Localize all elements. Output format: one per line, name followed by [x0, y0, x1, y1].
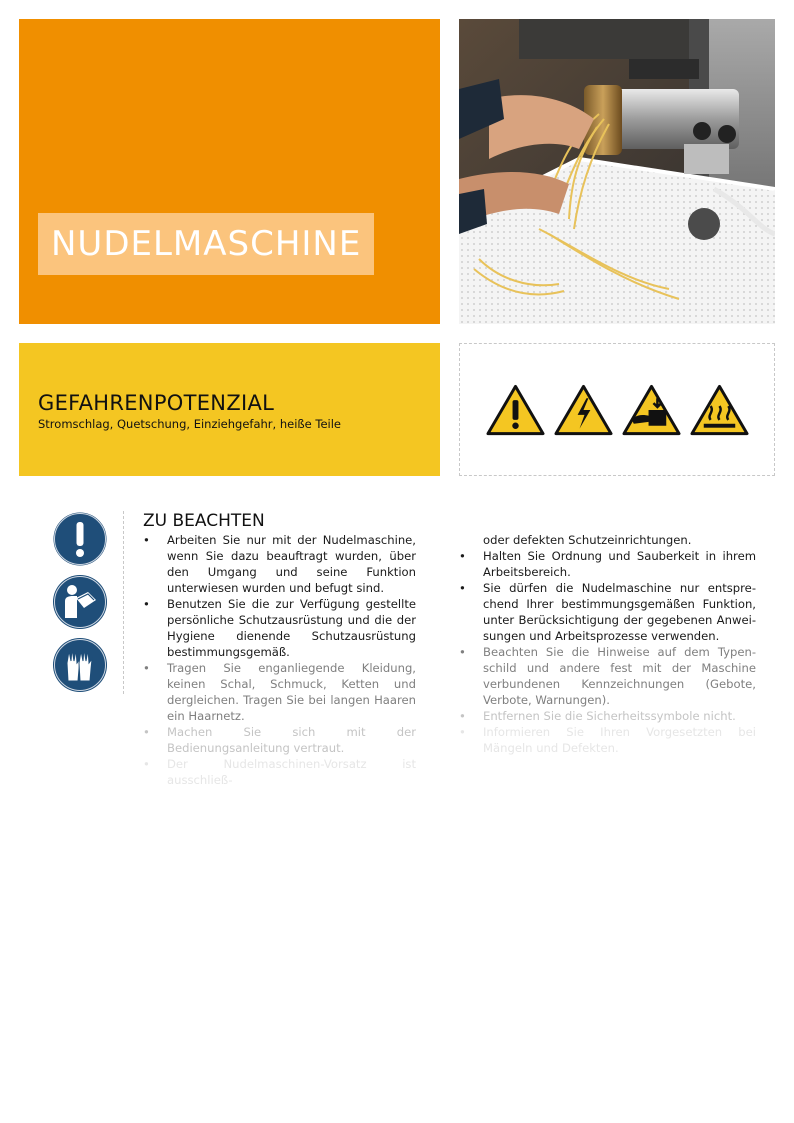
list-item: • Benutzen Sie die zur Verfügung gestellte persönliche Schutzausrüstung und die der Hygiene dienende Schutzausrüstung bestimmungsgemäß.	[143, 596, 416, 660]
notes-column-2	[459, 532, 756, 756]
vertical-divider	[123, 511, 124, 694]
hand-crush-hazard-icon	[622, 384, 681, 436]
list-item: • Arbeiten Sie nur mit der Nudelmaschine, wenn Sie dazu beauftragt wurden, über den Umgang und seine Funktion unterwiesen wurden und befugt sind.	[143, 532, 416, 596]
list-item: • Der Nudelmaschinen-Vorsatz ist ausschließ-	[143, 756, 416, 788]
list-item: • Machen Sie sich mit der Bedienungsanleitung vertraut.	[143, 724, 416, 756]
notes-title: ZU BEACHTEN	[143, 511, 265, 531]
list-item: • Sie dürfen die Nudelmaschine nur entsprechend Ihrer bestimmungsgemäßen Funktion, unter Berücksichtigung der gegebenen Anweisungen und Arbeitsprozesse verwenden.	[459, 580, 756, 644]
mandatory-general-icon	[52, 511, 108, 567]
electrical-hazard-icon	[554, 384, 613, 436]
read-manual-icon	[52, 574, 108, 630]
page-title: NUDELMASCHINE	[38, 213, 374, 275]
wear-gloves-icon	[52, 637, 108, 693]
warning-signs-panel	[459, 343, 775, 476]
hot-surface-icon	[690, 384, 749, 436]
list-item: • Beachten Sie die Hinweise auf dem Typenschild und andere fest mit der Maschine verbundenen Kennzeichnungen (Gebote, Verbote, Warnungen).	[459, 644, 756, 708]
list-item: • Informieren Sie Ihren Vorgesetzten bei Mängeln und Defekten.	[459, 724, 756, 756]
hazard-subtitle: Stromschlag, Quetschung, Einziehgefahr, heiße Teile	[38, 417, 341, 431]
list-item: • Tragen Sie enganliegende Kleidung, keinen Schal, Schmuck, Ketten und dergleichen. Tragen Sie bei langen Haaren ein Haarnetz.	[143, 660, 416, 724]
mandatory-icons	[52, 511, 110, 700]
hazard-title: GEFAHRENPOTENZIAL	[38, 391, 275, 415]
list-item: • Halten Sie Ordnung und Sauberkeit in ihrem Arbeitsbereich.	[459, 548, 756, 580]
pasta-machine-photo	[459, 19, 775, 324]
title-panel	[19, 19, 440, 324]
list-item: • Entfernen Sie die Sicherheitssymbole nicht.	[459, 708, 756, 724]
warning-general-icon	[486, 384, 545, 436]
hazard-panel	[19, 343, 440, 476]
notes-column-1	[143, 532, 416, 788]
list-item-continuation: oder defekten Schutzeinrichtungen.	[483, 533, 692, 547]
